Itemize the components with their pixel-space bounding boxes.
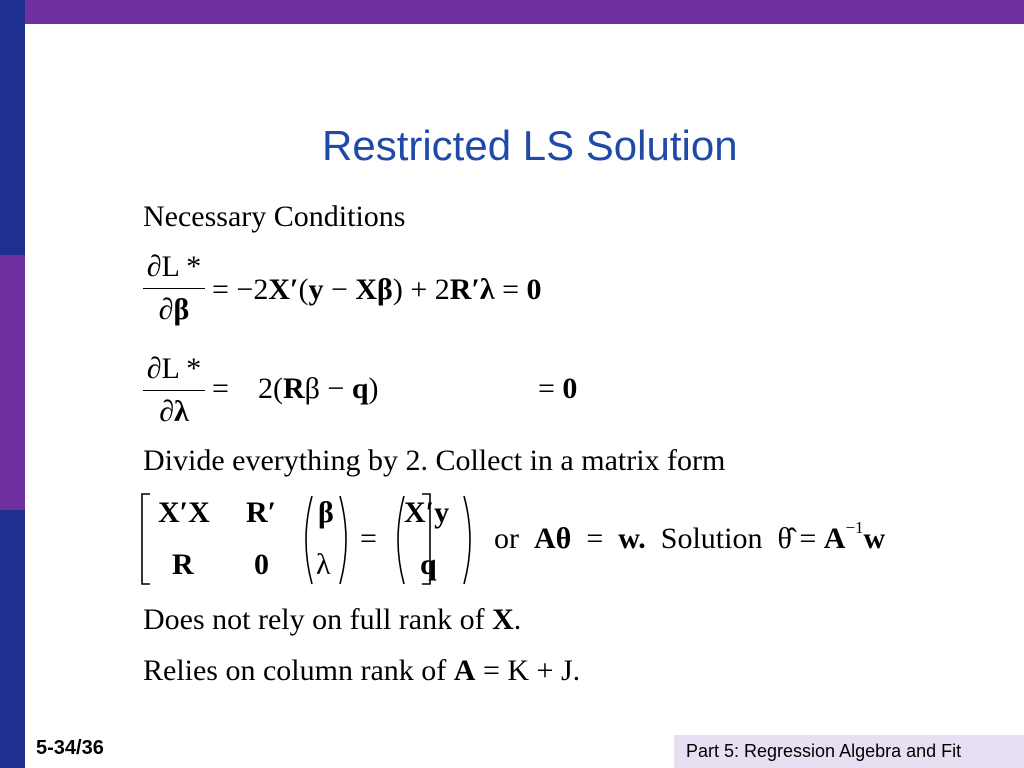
rank2-rest: = K + J. [475, 654, 581, 687]
matrix-a11: X′X [158, 496, 210, 529]
eq1-X-beta: Xβ [355, 273, 393, 306]
slide-title: Restricted LS Solution [322, 122, 738, 169]
theta-hat: θ̂ [777, 522, 792, 555]
equals-sign: = [586, 522, 604, 555]
eq1-part: ) + 2 [392, 273, 450, 306]
vector-Xy: X′y [404, 496, 450, 529]
eq1-part: = [494, 273, 527, 306]
matrix-a12: R′ [246, 496, 277, 529]
rank-statement-2 [143, 654, 580, 688]
matrix-equals: = [360, 522, 377, 555]
slide-number: 5-34/36 [36, 737, 104, 759]
eq1-part: ( [298, 273, 309, 306]
footer-section-label: Part 5: Regression Algebra and Fit [674, 735, 1024, 768]
eq2-denominator: ∂λ [159, 395, 189, 428]
A-theta: Aθ [534, 522, 572, 555]
sidebar-block-middle [0, 255, 25, 510]
sidebar-block-bottom [0, 510, 25, 768]
eq1-rhs [212, 273, 542, 307]
eq2-part: = [538, 372, 563, 405]
rank2-A: A [453, 654, 476, 687]
eq2-rhs [258, 372, 379, 406]
eq1-fraction-bar [143, 288, 205, 289]
w-vector: w. [618, 522, 646, 555]
eq2-result [538, 372, 577, 406]
or-word: or [494, 522, 519, 555]
eq2-fraction-bar [143, 390, 205, 391]
eq2-part: β − [304, 372, 352, 405]
eq1-denominator: ∂β [158, 293, 190, 326]
necessary-conditions-heading: Necessary Conditions [143, 200, 406, 233]
rank-statement-1 [143, 603, 521, 637]
eq1-X-prime: X′ [268, 273, 299, 306]
solution-line [494, 518, 886, 556]
divide-instruction: Divide everything by 2. Collect in a matrix form [143, 444, 726, 477]
eq2-part: 2( [258, 372, 283, 405]
vector-lambda: λ [316, 548, 331, 581]
vector-beta: β [318, 496, 334, 529]
matrix-a22: 0 [254, 548, 269, 581]
eq2-R: R [283, 372, 305, 405]
solution-label: Solution [660, 522, 763, 555]
eq2-equals: = [212, 372, 229, 405]
inverse-exponent: −1 [845, 518, 864, 537]
rank1-period: . [513, 603, 522, 636]
matrix-a21: R [172, 548, 194, 581]
eq2-part: ) [368, 372, 379, 405]
eq1-R-lambda: R′λ [449, 273, 495, 306]
rank1-X: X [492, 603, 514, 636]
equals-sign: = [799, 522, 817, 555]
rank1-text: Does not rely on full rank of [143, 603, 493, 636]
vector-q: q [420, 548, 437, 581]
left-sidebar-stripe [0, 0, 25, 768]
rank2-text: Relies on column rank of [143, 654, 454, 687]
eq2-fraction [143, 350, 205, 431]
eq2-numerator: ∂L * [146, 352, 202, 385]
eq1-fraction [143, 248, 205, 329]
sidebar-block-top [0, 0, 25, 255]
A-matrix: A [823, 522, 846, 555]
eq2-zero: 0 [562, 372, 578, 405]
eq2-q: q [351, 372, 369, 405]
w-vector: w [863, 522, 886, 555]
eq1-y: y [308, 273, 324, 306]
eq1-part: = −2 [212, 273, 269, 306]
top-banner [0, 0, 1024, 24]
eq1-numerator: ∂L * [146, 250, 202, 283]
eq1-part: − [323, 273, 356, 306]
eq1-zero: 0 [526, 273, 542, 306]
